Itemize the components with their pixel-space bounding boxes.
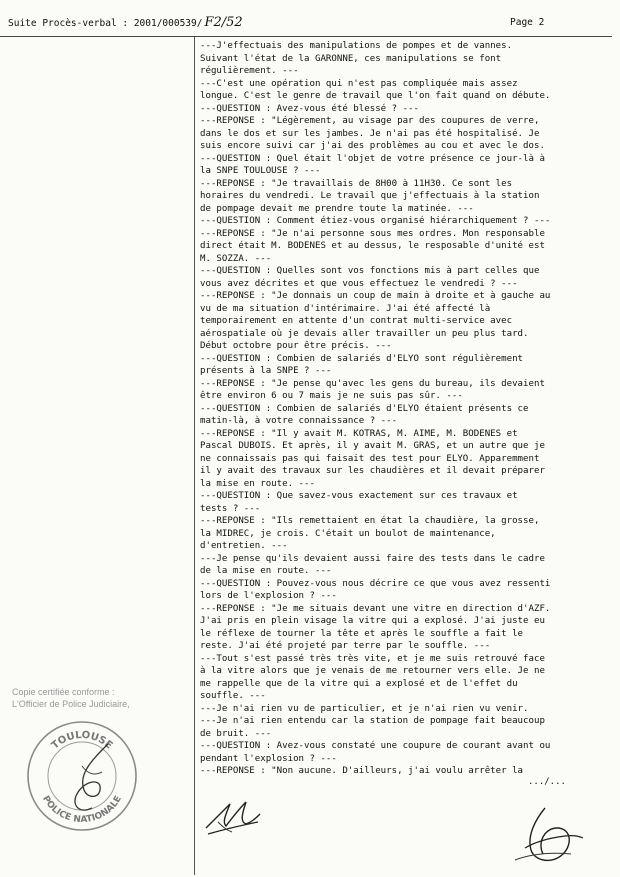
statement-line: la SNPE TOULOUSE ? --- — [200, 166, 321, 176]
statement-line: ---REPONSE : "Non aucune. D'ailleurs, j'ai voulu arrêter la — [200, 766, 524, 776]
statement-line: direct était M. BODENES et au dessus, le resposable d'unité est — [200, 241, 545, 251]
statement-line: reste. J'ai été projeté par terre par le souffle. --- — [200, 641, 491, 651]
header-reference: Suite Procès-verbal : 2001/000539/ F2/52 — [8, 15, 243, 30]
statement-line: ---QUESTION : Quel était l'objet de votre présence ce jour-là à — [200, 153, 545, 164]
statement-line: il y avait des travaux sur les chaudières et il devait préparer — [200, 466, 545, 476]
statement-line: ---REPONSE : "Légèrement, au visage par des coupures de verre, — [200, 116, 540, 126]
statement-line: ---Je n'ai rien vu de particulier, et je n'ai rien vu venir. — [200, 703, 529, 714]
statement-line: ---QUESTION : Pouvez-vous nous décrire ce que vous avez ressenti — [200, 578, 551, 589]
statement-line: pendant l'explosion ? --- — [200, 753, 337, 764]
statement-line: le réflexe de tourner la tête et après le souffle a fait le — [200, 628, 524, 639]
statement-line: vous avez décrites et que vous effectuez le vendredi ? --- — [200, 278, 518, 289]
statement-line: ---Je pense qu'ils devaient aussi faire des tests dans le cadre — [200, 553, 545, 564]
statement-line: matin-là, à votre connaissance ? --- — [200, 416, 398, 426]
statement-line: lors de l'explosion ? --- — [200, 591, 337, 601]
statement-line: ---REPONSE : "Je travaillais de 8H00 à 11H30. Ce sont les — [200, 178, 513, 189]
statement-line: être environ 6 ou 7 mais je ne suis pas sûr. --- — [200, 391, 463, 401]
statement-line: ---QUESTION : Comment étiez-vous organisé hiérarchiquement ? --- — [200, 216, 551, 226]
statement-line: de la mise en route. --- — [200, 566, 332, 576]
certification-line: Copie certifiée conforme : — [12, 687, 115, 697]
statement-line: dans le dos et sur les jambes. Je n'ai pas été hospitalisé. Je — [200, 128, 540, 139]
statement-line: ---REPONSE : "Je donnais un coup de main à droite et à gauche au — [200, 291, 551, 301]
statement-line: la MIDREC, je crois. C'était un boulot de maintenance, — [200, 528, 496, 539]
handwritten-reference: F2/52 — [204, 15, 243, 30]
statement-line: ---QUESTION : Combien de salariés d'ELYO sont régulièrement — [200, 353, 524, 364]
statement-line: horaires du vendredi. Le travail que j'effectuais à la station — [200, 191, 540, 201]
statement-line: régulièrement. --- — [200, 66, 299, 76]
statement-line: vu de ma situation d'intérimaire. J'ai été affecté là — [200, 303, 491, 314]
statement-line: Pascal DUBOIS. Et après, il y avait M. GRAS, et un autre que je — [200, 441, 545, 451]
statement-line: la mise en route. --- — [200, 478, 315, 489]
statement-line: ---REPONSE : "Je me situais devant une vitre en direction d'AZF. — [200, 603, 551, 614]
statement-line: suis encore suivi car j'ai des problèmes au cou et avec le dos. — [200, 141, 545, 151]
statement-line: temporairement en attente d'un contrat multi-service avec — [200, 316, 513, 326]
stamp-city: TOULOUSE — [49, 729, 115, 752]
statement-line: me rappelle que de la vitre qui a explosé et de l'effet du — [200, 678, 518, 689]
police-stamp — [22, 716, 142, 836]
statement-line: ---QUESTION : Avez-vous été blessé ? --- — [200, 103, 419, 114]
signature-left — [202, 792, 262, 840]
statement-line: présents à la SNPE ? --- — [200, 366, 332, 376]
statement-line: J'ai pris en plein visage la vitre qui a explosé. J'ai juste eu — [200, 616, 545, 626]
statement-line: Début octobre pour être précis. --- — [200, 341, 392, 351]
statement-line: d'entretien. --- — [200, 541, 288, 551]
statement-line: ---QUESTION : Combien de salariés d'ELYO étaient présents ce — [200, 403, 529, 414]
statement-line: Suivant l'état de la GARONNE, ces manipulations se font — [200, 53, 502, 64]
page-header — [8, 14, 612, 32]
statement-line: aérospatiale où je devais aller travailler un peu plus tard. — [200, 328, 529, 339]
statement-line: à la vitre alors que je venais de me retourner vers elle. Je ne — [200, 666, 545, 676]
statement-line: de pompage devait me prendre toute la matinée. --- — [200, 203, 474, 214]
statement-line: ---Tout s'est passé très très vite, et je me suis retrouvé face — [200, 653, 545, 664]
stamp-police-nationale: POLICE NATIONALE — [40, 794, 124, 826]
statement-line: ---C'est une opération qui n'est pas compliquée mais assez — [200, 78, 518, 89]
statement-line: ---QUESTION : Avez-vous constaté une coupure de courant avant ou — [200, 741, 551, 751]
statement-line: souffle. --- — [200, 691, 266, 701]
statement-line: ---QUESTION : Quelles sont vos fonctions mis à part celles que — [200, 266, 540, 276]
statement-body — [200, 40, 610, 778]
statement-line: ---REPONSE : "Je n'ai personne sous mes ordres. Mon responsable — [200, 228, 545, 239]
certification-note — [12, 686, 192, 710]
margin-rule — [194, 37, 195, 875]
statement-line: ---Je n'ai rien entendu car la station de pompage fait beaucoup — [200, 716, 545, 726]
page-number: Page 2 — [510, 17, 545, 28]
statement-line: de bruit. --- — [200, 728, 272, 739]
statement-line: ---REPONSE : "Ils remettaient en état la chaudière, la grosse, — [200, 516, 540, 526]
statement-line: M. SOZZA. --- — [200, 253, 272, 264]
continuation-mark: .../... — [528, 777, 566, 787]
statement-line: tests ? --- — [200, 503, 261, 514]
statement-line: longue. C'est le genre de travail que l'on fait quand on débute. — [200, 91, 551, 101]
signature-right — [505, 802, 585, 872]
statement-line: ---REPONSE : "Il y avait M. KOTRAS, M. AIME, M. BODENES et — [200, 428, 518, 439]
statement-line: ---J'effectuais des manipulations de pompes et de vannes. — [200, 41, 513, 51]
statement-line: ---QUESTION : Que savez-vous exactement sur ces travaux et — [200, 491, 518, 501]
header-rule — [0, 36, 612, 37]
statement-line: ---REPONSE : "Je pense qu'avec les gens du bureau, ils devaient — [200, 378, 545, 389]
certification-line: L'Officier de Police Judiciaire, — [12, 699, 130, 709]
statement-line: ne connaissais pas qui faisait des test pour ELYO. Apparemment — [200, 453, 540, 464]
